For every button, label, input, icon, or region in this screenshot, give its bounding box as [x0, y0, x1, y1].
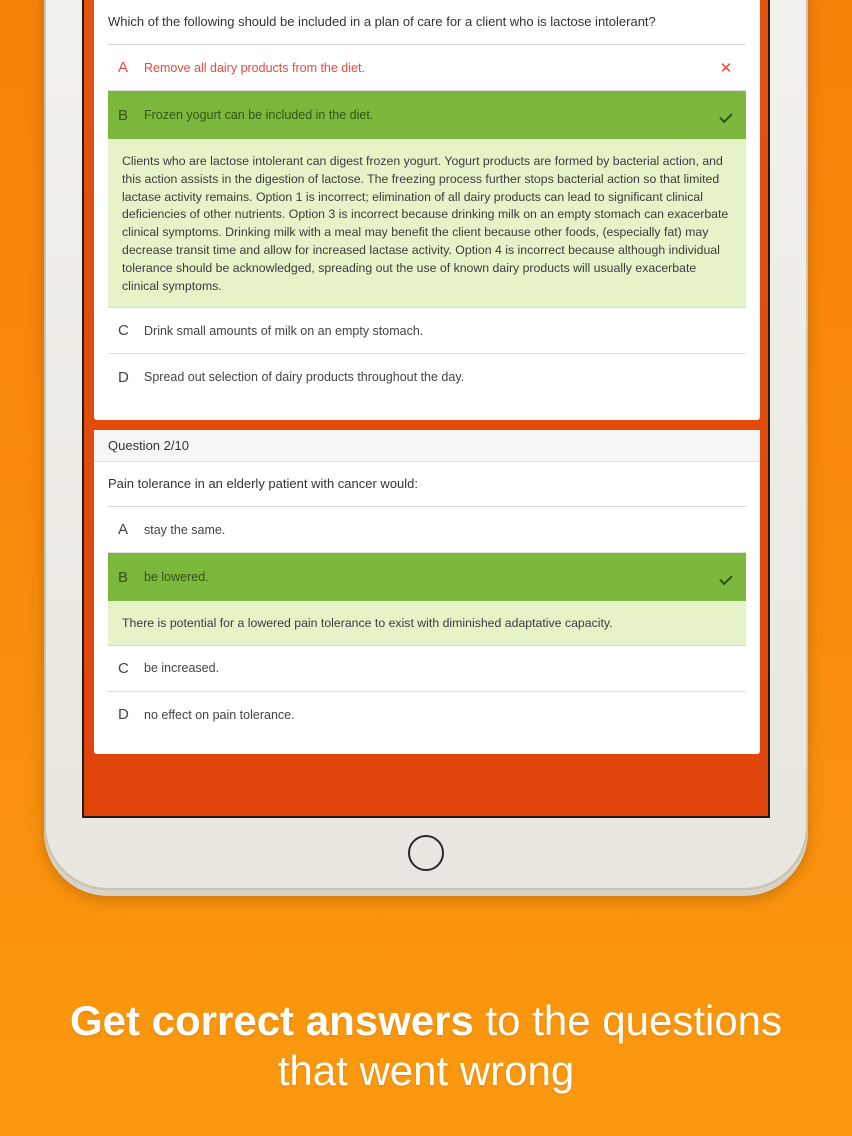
question-text: Pain tolerance in an elderly patient with cancer would:	[108, 476, 419, 491]
caption-bold: Get correct answers	[69, 997, 474, 1044]
option-label: Spread out selection of dairy products throughout the day.	[144, 370, 465, 385]
option-label: be increased.	[144, 661, 220, 676]
answer-option-a[interactable]	[108, 45, 746, 91]
answer-option-d[interactable]	[108, 692, 746, 738]
close-icon: ✕	[719, 59, 733, 77]
option-letter: D	[118, 368, 129, 386]
check-icon	[706, 107, 746, 124]
option-label: Frozen yogurt can be included in the diet.	[144, 108, 374, 122]
caption-rest: to the questions	[473, 997, 783, 1044]
answer-explanation: There is potential for a lowered pain tolerance to exist with diminished adaptative capacity.	[108, 601, 746, 646]
answer-option-c[interactable]	[108, 308, 746, 354]
question-text: Which of the following should be included in a plan of care for a client who is lactose intolerant?	[108, 14, 656, 29]
question-card-1	[94, 0, 760, 420]
question-counter: Question 2/10	[94, 430, 760, 462]
option-letter: C	[118, 659, 129, 677]
question-card-2	[94, 430, 760, 754]
caption-line-2: that went wrong	[277, 1047, 575, 1094]
app-screen	[82, 0, 770, 818]
option-letter: B	[118, 106, 129, 124]
home-button[interactable]	[408, 835, 444, 871]
option-letter: A	[118, 59, 129, 76]
option-letter: B	[118, 568, 129, 586]
answer-option-b[interactable]	[108, 553, 746, 601]
option-label: no effect on pain tolerance.	[144, 707, 295, 722]
option-letter: C	[118, 322, 129, 340]
answer-option-c[interactable]	[108, 646, 746, 692]
option-label: Remove all dairy products from the diet.	[144, 60, 365, 75]
option-letter: A	[118, 521, 129, 538]
promo-caption	[0, 996, 852, 1096]
answer-explanation: Clients who are lactose intolerant can digest frozen yogurt. Yogurt products are formed by bacterial action, and this action assists in the digestion of lactose. The freezing process further stops bacterial action so that limited lactase activity remains. Option 1 is incorrect; elimination of all dairy products can lead to significant clinical deficiencies of other nutrients. Option 3 is incorrect because drinking milk on an empty stomach can exacerbate clinical symptoms. Drinking milk with a meal may benefit the client because other foods, (especially fat) may decrease transit time and allow for increased lactase activity. Option 4 is incorrect because although individual tolerance should be acknowledged, spreading out the use of known dairy products will usually exacerbate clinical symptoms.	[108, 139, 746, 308]
answer-option-a[interactable]	[108, 507, 746, 553]
option-label: stay the same.	[144, 522, 226, 537]
caption-line-1	[0, 996, 852, 1046]
option-label: Drink small amounts of milk on an empty stomach.	[144, 323, 424, 338]
check-icon	[706, 569, 746, 586]
answer-option-d[interactable]	[108, 354, 746, 400]
answer-option-b[interactable]	[108, 91, 746, 139]
option-letter: D	[118, 706, 129, 724]
option-label: be lowered.	[144, 570, 209, 584]
